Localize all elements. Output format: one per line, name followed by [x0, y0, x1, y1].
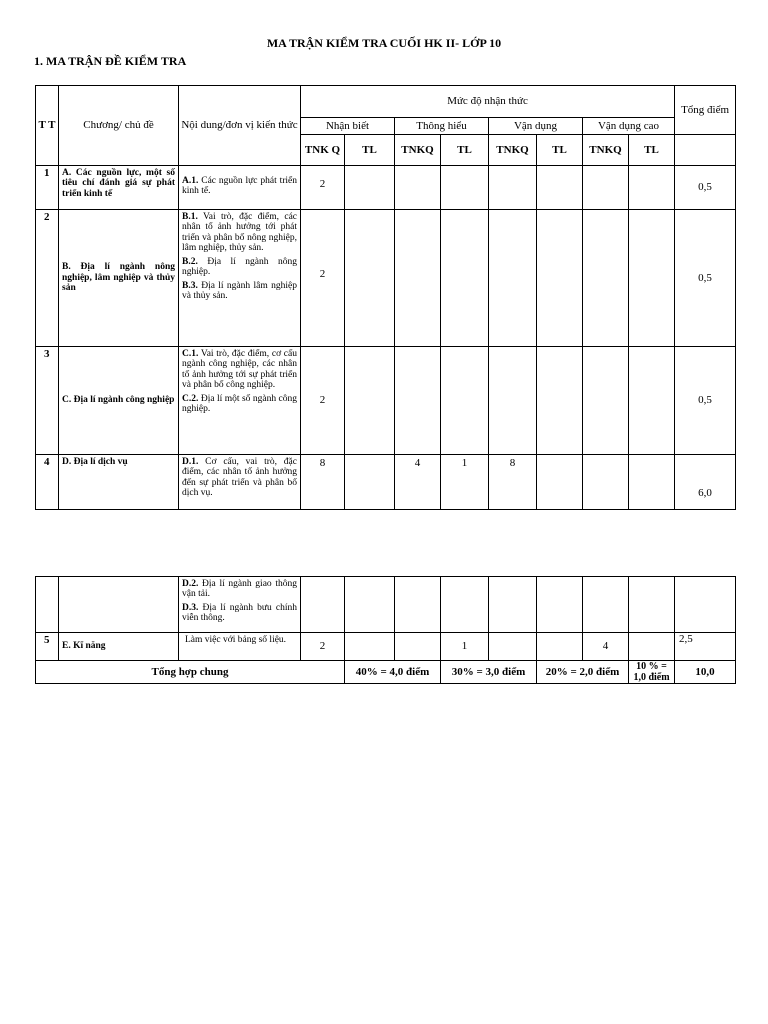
header-total: Tổng điểm [675, 86, 736, 135]
cell-th-tnkq: 4 [395, 455, 441, 510]
summary-thong-hieu: 30% = 3,0 điểm [441, 661, 537, 684]
row-number: 4 [36, 455, 59, 510]
cell-th-tl: 1 [441, 633, 489, 661]
row-topic: B. Địa lí ngành nông nghiệp, lâm nghiệp và thủy sản [59, 210, 179, 347]
cell-th-tl: 1 [441, 455, 489, 510]
cell-vd-tnkq: 8 [489, 455, 537, 510]
section-heading: 1. MA TRẬN ĐỀ KIỂM TRA [34, 54, 187, 68]
summary-van-dung: 20% = 2,0 điểm [537, 661, 629, 684]
row-content: C.1. Vai trò, đặc điểm, cơ cấu ngành công nghiệp, các nhân tố ảnh hưởng tới sự phát triển và phân bố công nghiệp. C.2. Địa lí một số ngành công nghiệp. [179, 347, 301, 455]
table-row [36, 577, 736, 633]
level-nhan-biet: Nhận biết [301, 118, 395, 135]
row-content: D.1. Cơ cấu, vai trò, đặc điểm, các nhân tố ảnh hưởng đến sự phát triển và phân bố dịch vụ. [179, 455, 301, 510]
cell-total: 6,0 [675, 455, 736, 510]
summary-label: Tổng hợp chung [36, 661, 345, 684]
row-content: Làm việc với bảng số liệu. [179, 633, 301, 661]
sub-tnkq: TNKQ [395, 135, 441, 166]
row-topic: D. Địa lí dịch vụ [59, 455, 179, 510]
header-tt: T T [36, 86, 59, 166]
cell-nb-tnkq: 8 [301, 455, 345, 510]
sub-tl: TL [537, 135, 583, 166]
sub-tnkq: TNKQ [583, 135, 629, 166]
header-chapter: Chương/ chủ đề [59, 86, 179, 166]
summary-nhan-biet: 40% = 4,0 điểm [345, 661, 441, 684]
row-number: 1 [36, 166, 59, 210]
cell-total: 0,5 [675, 347, 736, 455]
row-number: 3 [36, 347, 59, 455]
row-content: A.1. Các nguồn lực phát triển kinh tế. [179, 166, 301, 210]
header-row [36, 86, 736, 118]
level-van-dung-cao: Vận dụng cao [583, 118, 675, 135]
table-row [36, 210, 736, 347]
table-row [36, 455, 736, 510]
cell-total: 2,5 [675, 633, 736, 661]
summary-total: 10,0 [675, 661, 736, 684]
summary-van-dung-cao: 10 % = 1,0 điểm [629, 661, 675, 684]
cell-nb-tnkq: 2 [301, 210, 345, 347]
empty-cell [675, 135, 736, 166]
sub-tl: TL [441, 135, 489, 166]
page-title: MA TRẬN KIỂM TRA CUỐI HK II- LỚP 10 [266, 36, 502, 50]
row-topic: E. Kĩ năng [59, 633, 179, 661]
cell-total: 0,5 [675, 210, 736, 347]
cell-nb-tnkq: 2 [301, 633, 345, 661]
row-number: 2 [36, 210, 59, 347]
row-content: D.2. Địa lí ngành giao thông vận tải. D.3. Địa lí ngành bưu chính viễn thông. [179, 577, 301, 633]
level-van-dung: Vận dụng [489, 118, 583, 135]
cell-nb-tnkq: 2 [301, 347, 345, 455]
header-content: Nội dung/đơn vị kiến thức [179, 86, 301, 166]
row-topic: A. Các nguồn lực, một số tiêu chí đánh giá sự phát triển kinh tế [59, 166, 179, 210]
sub-tnkq: TNKQ [489, 135, 537, 166]
matrix-table [35, 85, 736, 510]
row-content: B.1. Vai trò, đặc điểm, các nhân tố ảnh hưởng tới phát triển và phân bố nông nghiệp, lâm nghiệp, thủy sản. B.2. Địa lí ngành nông nghiệp. B.3. Địa lí ngành lâm nghiệp và thủy sản. [179, 210, 301, 347]
table-row [36, 347, 736, 455]
cell-nb-tnkq: 2 [301, 166, 345, 210]
cell-vdc-tnkq: 4 [583, 633, 629, 661]
cell-total: 0,5 [675, 166, 736, 210]
sub-tl: TL [629, 135, 675, 166]
level-thong-hieu: Thông hiểu [395, 118, 489, 135]
summary-row [36, 661, 736, 684]
sub-tnkq: TNK Q [301, 135, 345, 166]
row-number: 5 [36, 633, 59, 661]
header-level: Mức độ nhận thức [301, 86, 675, 118]
row-topic: C. Địa lí ngành công nghiệp [59, 347, 179, 455]
table-row [36, 166, 736, 210]
sub-tl: TL [345, 135, 395, 166]
matrix-table-continued [35, 576, 736, 684]
table-row [36, 633, 736, 661]
